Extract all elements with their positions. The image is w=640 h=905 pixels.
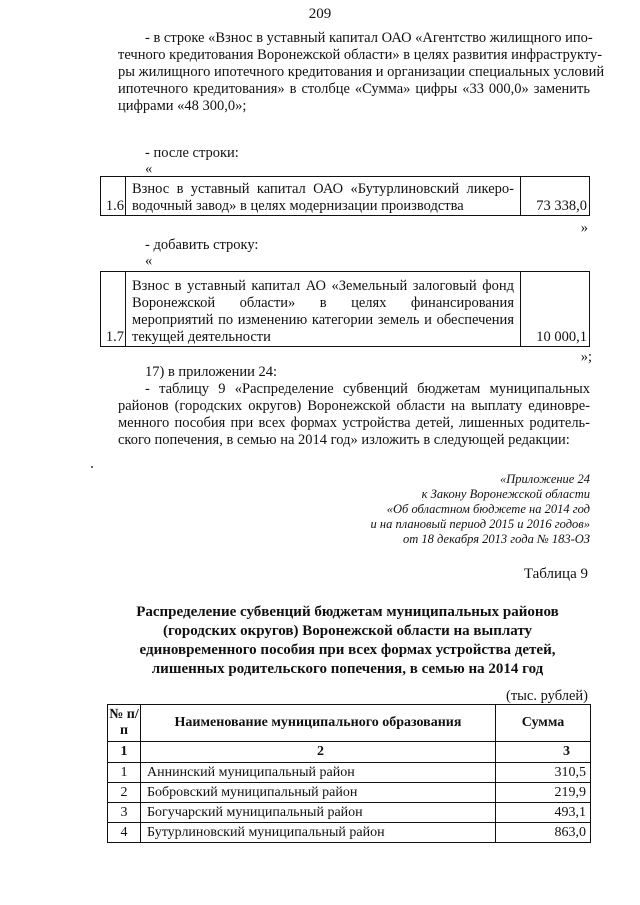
page-number: 209 (308, 6, 332, 22)
appendix-reference (270, 472, 590, 547)
row-number: 2 (108, 783, 141, 803)
add-row-label: - добавить строку: (145, 237, 259, 253)
appendix-line: «Об областном бюджете на 2014 год (386, 502, 590, 516)
title-line: (городских округов) Воронежской области на выплату (162, 623, 533, 639)
row-name: Бобровский муниципальный район (141, 783, 496, 803)
amend-table-row-1-6 (100, 176, 590, 216)
row-name: Аннинский муниципальный район (141, 763, 496, 783)
distribution-table (107, 704, 591, 843)
text-line: ипотечного кредитования» в столбце «Сумма» цифры «33 000,0» заменить (118, 81, 590, 97)
paragraph-amend-row (118, 30, 605, 115)
title-line: Распределение субвенций бюджетам муниципальных районов (136, 604, 559, 620)
row-name: Богучарский муниципальный район (141, 803, 496, 823)
row-number: 4 (108, 823, 141, 843)
row-sum: 10 000,1 (521, 272, 590, 347)
row-name: Взнос в уставный капитал АО «Земельный залоговый фонд Воронежской области» в целях финансирования мероприятий по изменению категории земель и обеспечения текущей деятельности (126, 272, 521, 347)
row-name: Взнос в уставный капитал ОАО «Бутурлиновский ликеро-водочный завод» в целях модернизации производства (126, 177, 521, 216)
appendix-line: и на плановый период 2015 и 2016 годов» (370, 517, 590, 531)
text-line: ского попечения, в семью на 2014 год» изложить в следующей редакции: (118, 432, 570, 448)
column-header-sum: Сумма (496, 705, 591, 742)
header-row (108, 705, 591, 742)
amend-table-row-1-7 (100, 271, 590, 347)
row-sum: 863,0 (496, 823, 591, 843)
column-header-name: Наименование муниципального образования (141, 705, 496, 742)
close-quote: » (580, 220, 588, 236)
stray-mark (91, 466, 93, 468)
row-sum: 73 338,0 (521, 177, 590, 216)
title-line: единовременного пособия при всех формах устройства детей, (139, 642, 556, 658)
table-row (108, 763, 591, 783)
row-sum: 310,5 (496, 763, 591, 783)
column-header-number: № п/п (108, 705, 141, 742)
row-number: 1.7 (101, 272, 126, 347)
text-line: течного кредитования Воронежской области» в целях развития инфраструкту- (118, 47, 603, 63)
text-line: ры жилищного ипотечного кредитования и организации специальных условий (118, 64, 605, 80)
item-17: 17) в приложении 24: (145, 364, 278, 380)
text-line: районов (городских округов) Воронежской области на выплату единовре- (118, 398, 590, 414)
table-title (110, 603, 585, 679)
row-name: Бутурлиновский муниципальный район (141, 823, 496, 843)
table-row (108, 823, 591, 843)
appendix-line: от 18 декабря 2013 года № 183-ОЗ (403, 532, 590, 546)
text-line: цифрами «48 300,0»; (118, 98, 247, 114)
appendix-line: «Приложение 24 (500, 472, 590, 486)
text-line: - таблицу 9 «Распределение субвенций бюджетам муниципальных (145, 381, 590, 397)
appendix-line: к Закону Воронежской области (421, 487, 590, 501)
after-row-label: - после строки: (145, 145, 239, 161)
row-number: 1.6 (101, 177, 126, 216)
row-number: 1 (108, 763, 141, 783)
index-cell: 3 (496, 742, 591, 763)
row-sum: 219,9 (496, 783, 591, 803)
table-label: Таблица 9 (523, 566, 588, 582)
open-quote: « (145, 253, 153, 269)
index-cell: 1 (108, 742, 141, 763)
units-note: (тыс. рублей) (506, 688, 588, 704)
table-row (101, 272, 590, 347)
row-sum: 493,1 (496, 803, 591, 823)
text-line: - в строке «Взнос в уставный капитал ОАО «Агентство жилищного ипо- (145, 30, 593, 46)
text-line: менного пособия при всех формах устройства детей, лишенных родитель- (118, 415, 590, 431)
title-line: лишенных родительского попечения, в семью на 2014 год (151, 661, 544, 677)
table-row (108, 783, 591, 803)
row-number: 3 (108, 803, 141, 823)
table-row (108, 803, 591, 823)
paragraph-table-9 (118, 381, 590, 449)
close-quote: »; (580, 349, 592, 365)
index-cell: 2 (141, 742, 496, 763)
open-quote: « (145, 161, 153, 177)
index-row (108, 742, 591, 763)
table-row (101, 177, 590, 216)
